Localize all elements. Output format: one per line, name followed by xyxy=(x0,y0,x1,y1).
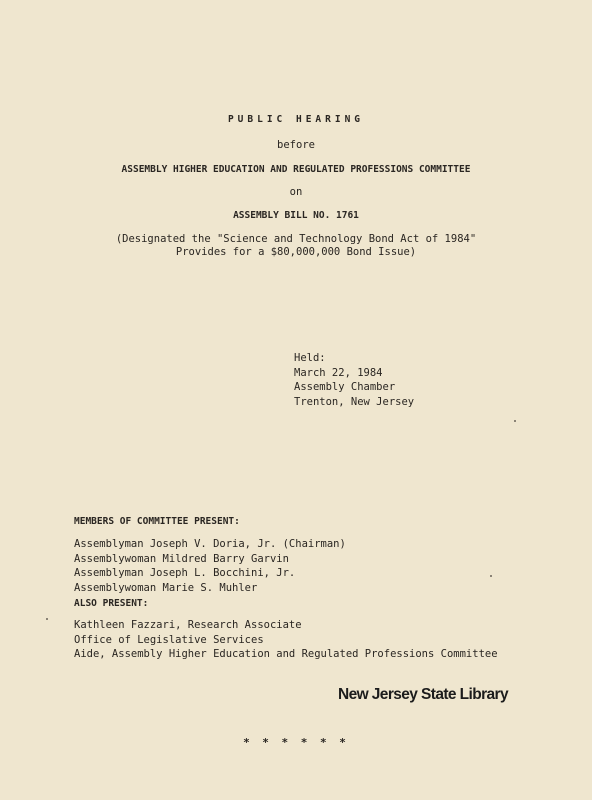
bill-number: ASSEMBLY BILL NO. 1761 xyxy=(233,210,359,221)
member-item: Assemblywoman Marie S. Muhler xyxy=(74,581,258,594)
library-stamp: New Jersey State Library xyxy=(338,686,508,703)
committee-name: ASSEMBLY HIGHER EDUCATION AND REGULATED PROFESSIONS COMMITTEE xyxy=(121,164,471,175)
also-present-heading: ALSO PRESENT: xyxy=(74,598,149,609)
held-city: Trenton, New Jersey xyxy=(294,395,415,408)
designation-line-2: Provides for a $80,000,000 Bond Issue) xyxy=(175,246,417,258)
also-present-item: Kathleen Fazzari, Research Associate xyxy=(74,619,302,631)
designation-line-1: (Designated the "Science and Technology Bond Act of 1984" xyxy=(115,233,477,245)
also-present-list xyxy=(74,618,498,662)
member-item: Assemblywoman Mildred Barry Garvin xyxy=(74,552,289,565)
members-heading: MEMBERS OF COMMITTEE PRESENT: xyxy=(74,516,240,527)
paper-speck xyxy=(46,618,48,620)
held-date: March 22, 1984 xyxy=(294,366,383,379)
member-item: Assemblyman Joseph V. Doria, Jr. (Chairman) xyxy=(74,538,346,550)
before-text: before xyxy=(277,139,315,151)
held-label: Held: xyxy=(294,352,326,364)
held-place: Assembly Chamber xyxy=(294,381,396,393)
footer-stars: * * * * * * xyxy=(243,736,349,749)
hearing-heading: PUBLIC HEARING xyxy=(227,114,365,125)
also-present-item: Office of Legislative Services xyxy=(74,633,264,646)
held-block xyxy=(294,351,414,409)
on-text: on xyxy=(289,186,303,198)
paper-speck xyxy=(514,420,516,422)
members-list xyxy=(74,537,346,595)
member-item: Assemblyman Joseph L. Bocchini, Jr. xyxy=(74,567,296,579)
also-present-item: Aide, Assembly Higher Education and Regulated Professions Committee xyxy=(74,648,498,660)
paper-speck xyxy=(490,575,492,577)
